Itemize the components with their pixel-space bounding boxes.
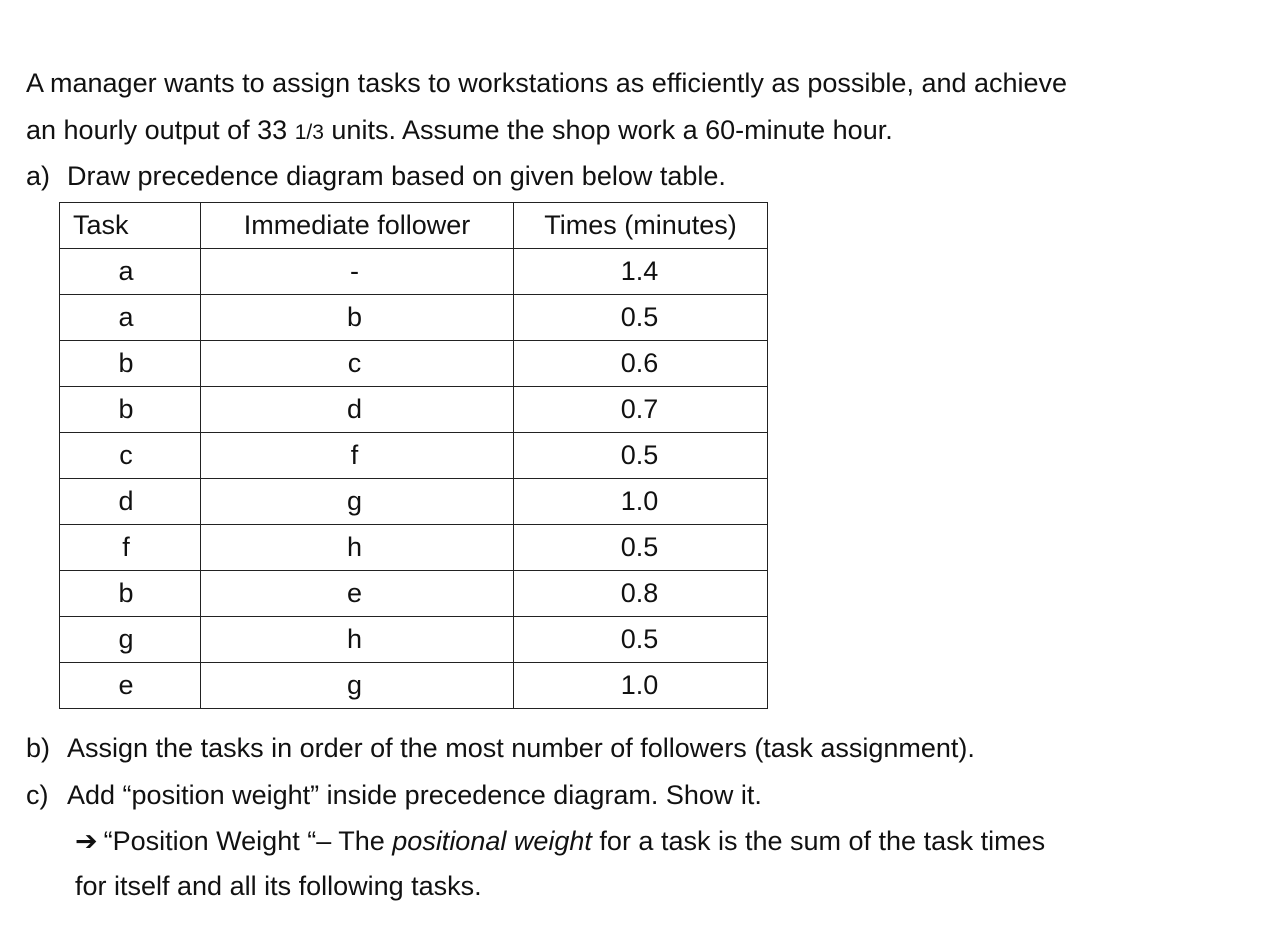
question-a-label: a) [26, 161, 51, 191]
intro-line-2-start: an hourly output of 33 [26, 115, 295, 145]
position-weight-note-line-2: for itself and all its following tasks. [75, 871, 482, 901]
cell-time [514, 617, 768, 663]
cell-task-value: b [118, 348, 134, 378]
table-row [60, 571, 768, 617]
cell-time-value: 1.0 [620, 670, 659, 700]
right-arrow-icon: ➔ [75, 826, 98, 856]
cell-task-value: e [118, 670, 134, 700]
cell-immediate-follower-value: g [346, 486, 363, 516]
table-header-row [60, 203, 768, 249]
note-rest: for a task is the sum of the task times [591, 826, 1046, 856]
cell-time [514, 433, 768, 479]
table-row [60, 341, 768, 387]
cell-time [514, 341, 768, 387]
cell-immediate-follower [201, 341, 514, 387]
cell-task [60, 525, 201, 571]
cell-task [60, 617, 201, 663]
cell-task [60, 571, 201, 617]
question-a-text: Draw precedence diagram based on given below table. [67, 161, 726, 191]
table-row [60, 387, 768, 433]
cell-immediate-follower [201, 617, 514, 663]
cell-immediate-follower [201, 433, 514, 479]
table-body [60, 249, 768, 709]
cell-task-value: g [118, 624, 134, 654]
cell-task [60, 663, 201, 709]
question-c-text: Add “position weight” inside precedence diagram. Show it. [67, 780, 762, 810]
table-row [60, 249, 768, 295]
question-b-label: b) [26, 733, 51, 763]
cell-immediate-follower-value: d [346, 394, 363, 424]
cell-immediate-follower-value: b [346, 302, 363, 332]
cell-task [60, 249, 201, 295]
cell-task-value: a [118, 256, 134, 286]
cell-task [60, 387, 201, 433]
cell-task-value: a [118, 302, 134, 332]
cell-immediate-follower [201, 387, 514, 433]
position-weight-note [75, 824, 1045, 858]
cell-time-value: 0.6 [620, 348, 659, 378]
cell-time-value: 1.4 [620, 256, 659, 286]
question-c [26, 778, 762, 812]
cell-time [514, 249, 768, 295]
cell-immediate-follower [201, 525, 514, 571]
cell-time-value: 0.5 [620, 624, 659, 654]
note-lead: “Position Weight “– The [103, 826, 393, 856]
cell-immediate-follower [201, 663, 514, 709]
cell-time [514, 479, 768, 525]
cell-immediate-follower [201, 249, 514, 295]
cell-task [60, 433, 201, 479]
question-a [26, 159, 726, 193]
cell-task-value: b [118, 578, 134, 608]
cell-task [60, 479, 201, 525]
table-row [60, 525, 768, 571]
cell-time [514, 295, 768, 341]
intro-line-2 [26, 113, 893, 150]
question-c-label: c) [26, 780, 49, 810]
cell-immediate-follower-value: - [350, 256, 359, 286]
table-row [60, 663, 768, 709]
header-immediate-follower: Immediate follower [201, 203, 514, 249]
cell-immediate-follower-value: e [346, 578, 363, 608]
cell-time-value: 0.5 [620, 440, 659, 470]
cell-time [514, 387, 768, 433]
cell-immediate-follower-value: h [346, 624, 363, 654]
intro-fraction: 1/3 [294, 121, 324, 144]
cell-task-value: b [118, 394, 134, 424]
cell-time-value: 0.5 [620, 302, 659, 332]
question-b [26, 731, 975, 765]
cell-time-value: 0.7 [620, 394, 659, 424]
table-row [60, 295, 768, 341]
cell-immediate-follower-value: f [350, 440, 359, 470]
header-task: Task [60, 203, 201, 249]
cell-time-value: 0.5 [620, 532, 659, 562]
cell-time [514, 525, 768, 571]
intro-line-2-end: units. Assume the shop work a 60-minute hour. [323, 115, 893, 145]
question-b-text: Assign the tasks in order of the most number of followers (task assignment). [67, 733, 975, 763]
note-italic-term: positional weight [392, 826, 592, 856]
cell-time [514, 663, 768, 709]
intro-line-1: A manager wants to assign tasks to workstations as efficiently as possible, and achieve [26, 68, 1068, 98]
table-row [60, 433, 768, 479]
cell-time-value: 0.8 [620, 578, 659, 608]
cell-task-value: c [119, 440, 133, 470]
cell-immediate-follower-value: c [347, 348, 362, 378]
cell-immediate-follower-value: g [346, 670, 363, 700]
cell-time-value: 1.0 [620, 486, 659, 516]
cell-immediate-follower [201, 479, 514, 525]
cell-immediate-follower [201, 571, 514, 617]
cell-task-value: d [118, 486, 134, 516]
cell-time [514, 571, 768, 617]
cell-task [60, 341, 201, 387]
header-times: Times (minutes) [514, 203, 768, 249]
cell-task [60, 295, 201, 341]
table-row [60, 479, 768, 525]
cell-task-value: f [122, 532, 130, 562]
table-row [60, 617, 768, 663]
task-table [59, 202, 768, 709]
cell-immediate-follower-value: h [346, 532, 363, 562]
cell-immediate-follower [201, 295, 514, 341]
